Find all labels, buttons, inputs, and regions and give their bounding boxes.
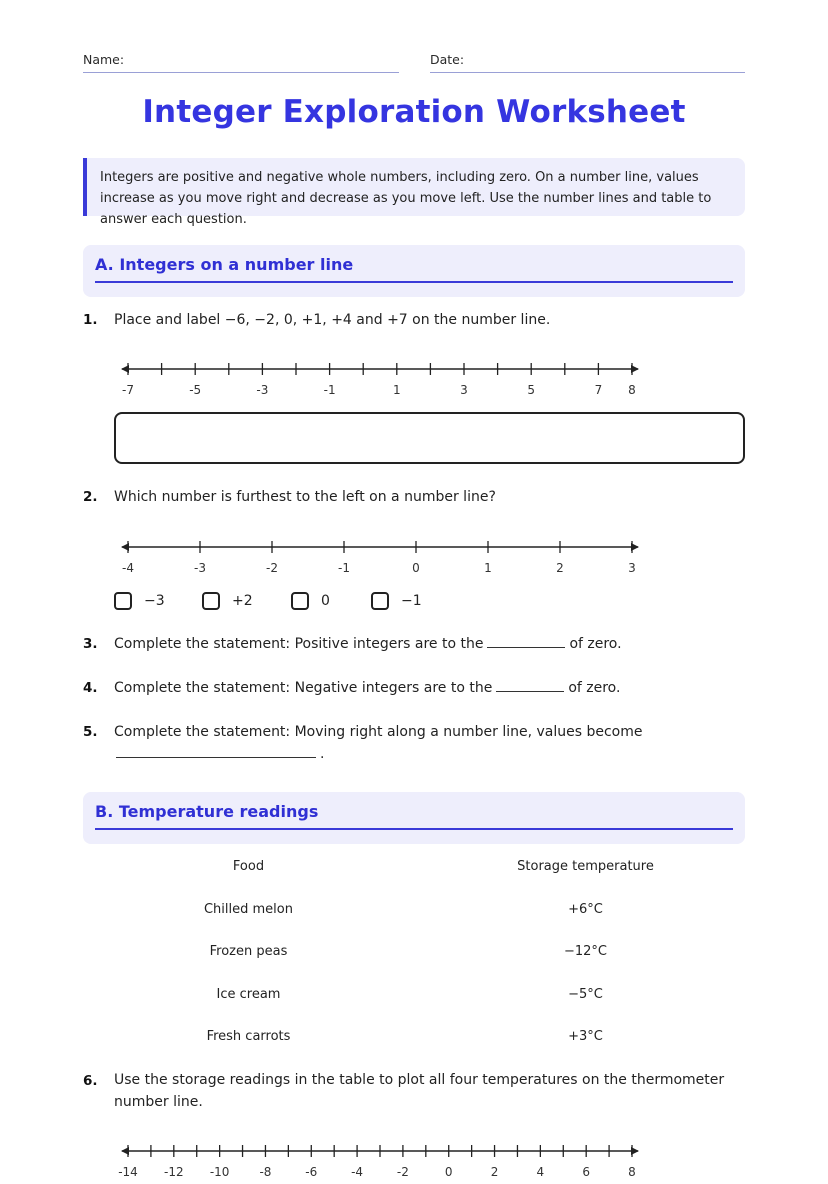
q6-number-line xyxy=(120,1142,642,1184)
q2-option-1[interactable] xyxy=(114,590,165,612)
q1-number-line xyxy=(120,360,642,402)
tick-label: 8 xyxy=(628,383,636,397)
tick-label: 0 xyxy=(412,561,420,575)
q4-text-before: Complete the statement: Negative integers are to the xyxy=(114,680,493,696)
section-a-header xyxy=(83,245,745,297)
q3-blank[interactable] xyxy=(487,635,565,648)
q1-text: Place and label −6, −2, 0, +1, +4 and +7 on the number line. xyxy=(114,312,551,328)
q5-text-after: . xyxy=(320,746,325,762)
section-b-header xyxy=(83,792,745,844)
q3-text xyxy=(114,633,622,655)
q3-text-before: Complete the statement: Positive integers are to the xyxy=(114,636,484,652)
q4-number: 4. xyxy=(83,680,98,696)
tick-label: -2 xyxy=(396,1165,409,1179)
q2-option-4-label: −1 xyxy=(401,593,422,609)
tick-label: 3 xyxy=(628,561,636,575)
table-row xyxy=(83,1020,745,1063)
tick-label: -14 xyxy=(118,1165,138,1179)
tick-label: 7 xyxy=(594,383,603,397)
checkbox[interactable] xyxy=(371,592,389,610)
q4-text-after: of zero. xyxy=(568,680,621,696)
section-a-title: A. Integers on a number line xyxy=(95,255,354,274)
table-row xyxy=(83,893,745,936)
q5-text: Complete the statement: Moving right along a number line, values become xyxy=(114,724,643,740)
q5-number: 5. xyxy=(83,724,98,740)
name-label: Name: xyxy=(83,52,125,67)
checkbox[interactable] xyxy=(114,592,132,610)
table-cell-temperature: −5°C xyxy=(568,986,603,1002)
q2-option-1-label: −3 xyxy=(144,593,165,609)
q2-option-3[interactable] xyxy=(291,590,330,612)
q2-text: Which number is furthest to the left on a number line? xyxy=(114,489,496,505)
table-cell-food: Fresh carrots xyxy=(206,1029,291,1044)
q4-blank[interactable] xyxy=(496,679,564,692)
q2-number-line-svg xyxy=(120,538,642,580)
q5-answer-line xyxy=(114,743,324,765)
date-field-line[interactable] xyxy=(430,72,745,73)
tick-label: -1 xyxy=(338,561,350,575)
name-field-line[interactable] xyxy=(83,72,399,73)
q6-text: Use the storage readings in the table to plot all four temperatures on the thermometer number line. xyxy=(114,1072,725,1110)
table-cell-temperature: −12°C xyxy=(563,944,607,959)
section-b-rule xyxy=(95,828,733,830)
q3-number: 3. xyxy=(83,636,98,652)
temperature-table xyxy=(83,850,745,1063)
tick-label: 4 xyxy=(536,1165,545,1179)
tick-label: -12 xyxy=(164,1165,184,1179)
tick-label: -3 xyxy=(256,383,269,397)
q1-number-line-svg xyxy=(120,360,642,402)
table-cell-food: Chilled melon xyxy=(203,901,293,917)
q2-option-2[interactable] xyxy=(202,590,253,612)
table-row xyxy=(83,978,745,1021)
q4-text xyxy=(114,677,620,699)
table-cell-temperature: +3°C xyxy=(568,1029,603,1044)
q6-number: 6. xyxy=(83,1073,98,1089)
tick-label: -4 xyxy=(122,561,134,575)
tick-label: 8 xyxy=(628,1165,636,1179)
tick-label: 2 xyxy=(556,561,564,575)
section-b-title: B. Temperature readings xyxy=(95,802,319,821)
tick-label: -2 xyxy=(266,561,278,575)
worksheet-title: Integer Exploration Worksheet xyxy=(142,94,686,130)
checkbox[interactable] xyxy=(202,592,220,610)
tick-label: -10 xyxy=(209,1165,230,1179)
q3-text-after: of zero. xyxy=(569,636,622,652)
tick-label: 0 xyxy=(444,1165,453,1179)
tick-label: -8 xyxy=(259,1165,272,1179)
q1-number: 1. xyxy=(83,312,98,328)
table-header-temperature: Storage temperature xyxy=(517,859,654,874)
tick-label: 1 xyxy=(484,561,492,575)
tick-label: 5 xyxy=(527,383,536,397)
table-header-food: Food xyxy=(232,859,265,874)
tick-label: -1 xyxy=(323,383,336,397)
tick-label: -7 xyxy=(122,383,134,397)
tick-label: 1 xyxy=(392,383,401,397)
tick-label: 3 xyxy=(460,383,468,397)
table-row xyxy=(83,935,745,978)
table-cell-food: Frozen peas xyxy=(209,944,288,959)
tick-label: 6 xyxy=(582,1165,591,1179)
q2-number: 2. xyxy=(83,489,98,505)
table-cell-temperature: +6°C xyxy=(568,901,603,917)
q2-number-line xyxy=(120,538,642,580)
section-a-rule xyxy=(95,281,733,283)
tick-label: -6 xyxy=(305,1165,318,1179)
q2-option-4[interactable] xyxy=(371,590,422,612)
date-label: Date: xyxy=(430,52,465,67)
table-cell-food: Ice cream xyxy=(216,986,281,1002)
q2-option-3-label: 0 xyxy=(321,593,330,609)
intro-callout: Integers are positive and negative whole numbers, including zero. On a number line, values increase as you move right and decrease as you move left. Use the number lines and table to answer each question. xyxy=(83,158,745,216)
q1-answer-box[interactable] xyxy=(114,412,745,464)
q6-number-line-svg xyxy=(120,1142,642,1184)
tick-label: 2 xyxy=(490,1165,499,1179)
q5-blank[interactable] xyxy=(116,745,316,758)
checkbox[interactable] xyxy=(291,592,309,610)
tick-label: -5 xyxy=(189,383,202,397)
table-header-row xyxy=(83,850,745,893)
tick-label: -3 xyxy=(194,561,206,575)
tick-label: -4 xyxy=(351,1165,364,1179)
q2-option-2-label: +2 xyxy=(232,593,253,609)
